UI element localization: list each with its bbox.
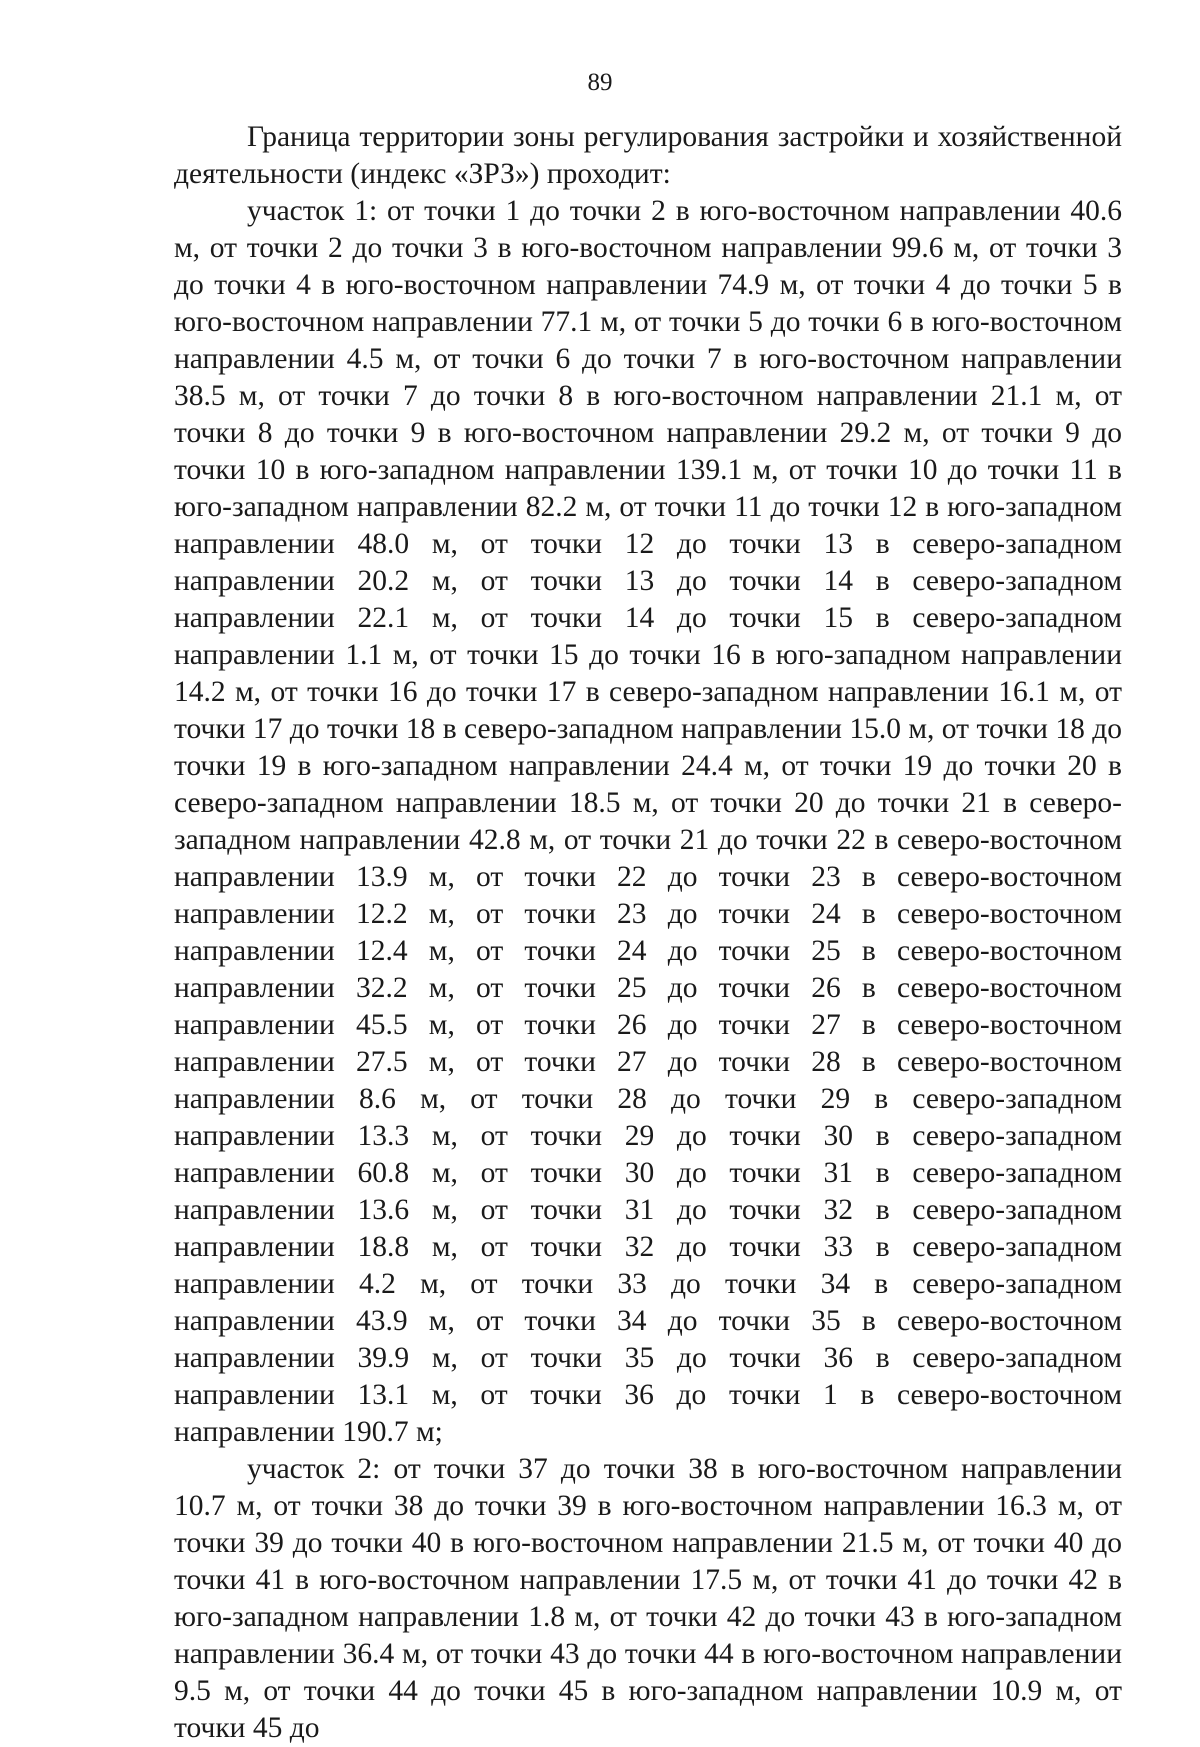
paragraph-section-1: участок 1: от точки 1 до точки 2 в юго-восточном направлении 40.6 м, от точки 2 до точки 3 в юго-восточном направлении 99.6 м, от точки 3 до точки 4 в юго-восточном направлении 74.9 м, от точки 4 до точки 5 в юго-восточном направлении 77.1 м, от точки 5 до точки 6 в юго-восточном направлении 4.5 м, от точки 6 до точки 7 в юго-восточном направлении 38.5 м, от точки 7 до точки 8 в юго-восточном направлении 21.1 м, от точки 8 до точки 9 в юго-восточном направлении 29.2 м, от точки 9 до точки 10 в юго-западном направлении 139.1 м, от точки 10 до точки 11 в юго-западном направлении 82.2 м, от точки 11 до точки 12 в юго-западном направлении 48.0 м, от точки 12 до точки 13 в северо-западном направлении 20.2 м, от точки 13 до точки 14 в северо-западном направлении 22.1 м, от точки 14 до точки 15 в северо-западном направлении 1.1 м, от точки 15 до точки 16 в юго-западном направлении 14.2 м, от точки 16 до точки 17 в северо-западном направлении 16.1 м, от точки 17 до точки 18 в северо-западном направлении 15.0 м, от точки 18 до точки 19 в юго-западном направлении 24.4 м, от точки 19 до точки 20 в северо-западном направлении 18.5 м, от точки 20 до точки 21 в северо-западном направлении 42.8 м, от точки 21 до точки 22 в северо-восточном направлении 13.9 м, от точки 22 до точки 23 в северо-восточном направлении 12.2 м, от точки 23 до точки 24 в северо-восточном направлении 12.4 м, от точки 24 до точки 25 в северо-восточном направлении 32.2 м, от точки 25 до точки 26 в северо-восточном направлении 45.5 м, от точки 26 до точки 27 в северо-восточном направлении 27.5 м, от точки 27 до точки 28 в северо-восточном направлении 8.6 м, от точки 28 до точки 29 в северо-западном направлении 13.3 м, от точки 29 до точки 30 в северо-западном направлении 60.8 м, от точки 30 до точки 31 в северо-западном направлении 13.6 м, от точки 31 до точки 32 в северо-западном направлении 18.8 м, от точки 32 до точки 33 в северо-западном направлении 4.2 м, от точки 33 до точки 34 в северо-западном направлении 43.9 м, от точки 34 до точки 35 в северо-восточном направлении 39.9 м, от точки 35 до точки 36 в северо-западном направлении 13.1 м, от точки 36 до точки 1 в северо-восточном направлении 190.7 м; — [174, 195, 1122, 1448]
document-body — [174, 119, 1122, 1747]
page-number: 89 — [587, 69, 613, 96]
paragraph-section-2: участок 2: от точки 37 до точки 38 в юго-восточном направлении 10.7 м, от точки 38 до точки 39 в юго-восточном направлении 16.3 м, от точки 39 до точки 40 в юго-восточном направлении 21.5 м, от точки 40 до точки 41 в юго-восточном направлении 17.5 м, от точки 41 до точки 42 в юго-западном направлении 1.8 м, от точки 42 до точки 43 в юго-западном направлении 36.4 м, от точки 43 до точки 44 в юго-восточном направлении 9.5 м, от точки 44 до точки 45 в юго-западном направлении 10.9 м, от точки 45 до — [174, 1453, 1122, 1744]
paragraph-intro: Граница территории зоны регулирования застройки и хозяйственной деятельности (индекс «ЗРЗ») проходит: — [174, 121, 1122, 190]
